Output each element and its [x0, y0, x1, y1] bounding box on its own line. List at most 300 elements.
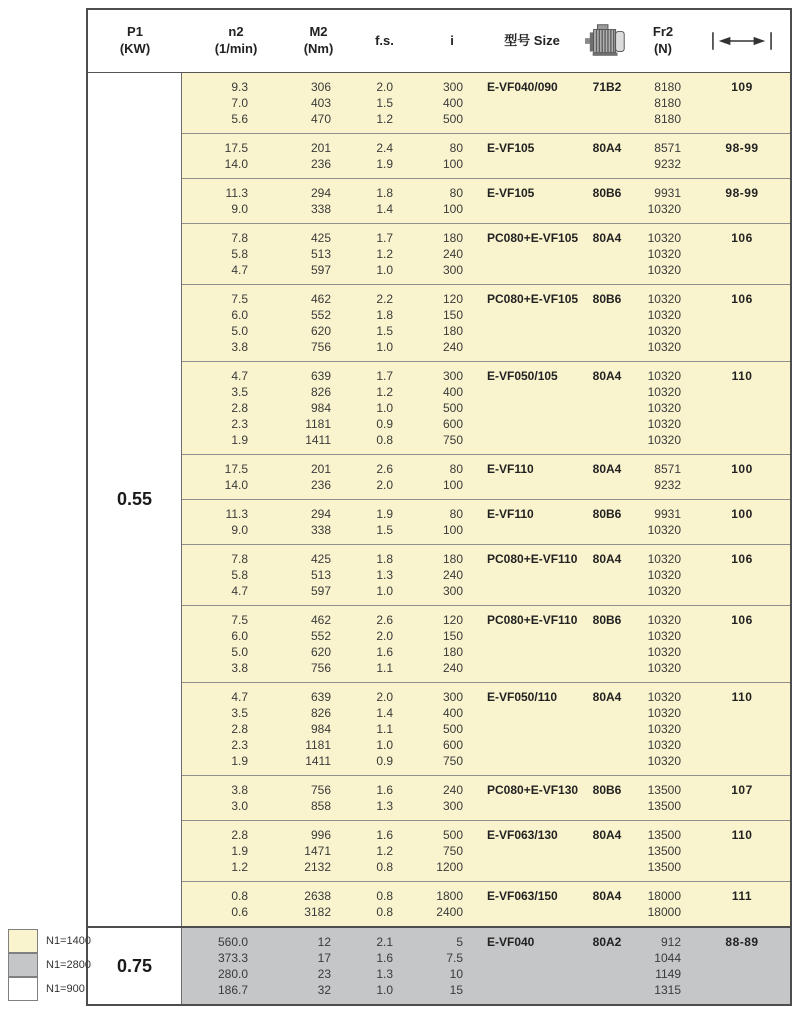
- size-cell: PC080+E-VF105: [487, 292, 579, 306]
- n2-cell: 14.0: [224, 157, 248, 171]
- n2-cell: 373.3: [217, 951, 248, 965]
- size-cell: [482, 644, 582, 660]
- m2-cell: 984: [310, 722, 331, 736]
- header-i-label: i: [450, 32, 454, 48]
- data-row: [182, 384, 790, 400]
- m2-cell: 1181: [305, 738, 331, 752]
- n2-cell: 5.0: [231, 324, 248, 338]
- page-ref-cell: [694, 628, 790, 644]
- n2-cell: 1.2: [231, 860, 248, 874]
- ratio-cell: 300: [442, 369, 463, 383]
- fr2-cell: 10320: [647, 706, 681, 720]
- size-cell: [482, 660, 582, 676]
- ratio-cell: 180: [442, 231, 463, 245]
- header-fr2-symbol: Fr2: [652, 24, 674, 40]
- ratio-cell: 5: [456, 935, 463, 949]
- data-row: [182, 522, 790, 538]
- m2-cell: 3182: [304, 905, 331, 919]
- fs-cell: 0.8: [376, 889, 393, 903]
- size-cell: E-VF050/105: [487, 369, 558, 383]
- n2-cell: 3.5: [231, 385, 248, 399]
- motor-frame-cell: [582, 522, 632, 538]
- dimension-range-icon: [694, 10, 790, 72]
- page-ref-cell: 110: [731, 690, 753, 704]
- fs-cell: 1.0: [376, 584, 393, 598]
- page-ref-cell: 100: [731, 507, 753, 521]
- data-row: [182, 368, 790, 384]
- page-ref-cell: [694, 339, 790, 355]
- n2-cell: 5.0: [231, 645, 248, 659]
- m2-cell: 470: [310, 112, 331, 126]
- header-fs: [347, 10, 422, 72]
- size-cell: [482, 307, 582, 323]
- motor-frame-cell: 80B6: [592, 507, 622, 521]
- fs-cell: 1.0: [376, 340, 393, 354]
- n2-cell: 9.0: [231, 202, 248, 216]
- n2-cell: 0.8: [231, 889, 248, 903]
- data-row: [182, 79, 790, 95]
- fs-cell: 1.4: [376, 706, 393, 720]
- ratio-cell: 300: [442, 584, 463, 598]
- fs-cell: 1.1: [376, 661, 393, 675]
- data-row: [182, 827, 790, 843]
- m2-cell: 756: [310, 340, 331, 354]
- data-row: [182, 416, 790, 432]
- size-cell: [482, 798, 582, 814]
- m2-cell: 858: [310, 799, 331, 813]
- motor-frame-cell: [582, 982, 632, 998]
- ratio-cell: 500: [442, 401, 463, 415]
- gear-block: [182, 454, 790, 499]
- motor-frame-cell: [582, 201, 632, 217]
- size-cell: [482, 904, 582, 920]
- m2-cell: 462: [310, 292, 331, 306]
- fr2-cell: 10320: [647, 308, 681, 322]
- page-ref-cell: 98-99: [725, 141, 759, 155]
- data-row: [182, 583, 790, 599]
- page-ref-cell: [694, 583, 790, 599]
- motor-frame-cell: [582, 95, 632, 111]
- data-row: [182, 689, 790, 705]
- ratio-cell: 100: [442, 478, 463, 492]
- data-row: [182, 291, 790, 307]
- data-row: [182, 262, 790, 278]
- header-data-columns: [182, 10, 790, 72]
- n2-cell: 3.8: [231, 340, 248, 354]
- m2-cell: 338: [310, 523, 331, 537]
- ratio-cell: 100: [442, 523, 463, 537]
- fr2-cell: 10320: [647, 629, 681, 643]
- page-ref-cell: [694, 416, 790, 432]
- page-ref-cell: [694, 660, 790, 676]
- data-area: [182, 73, 790, 926]
- m2-cell: 338: [310, 202, 331, 216]
- legend-swatch: [8, 953, 38, 977]
- power-section-055: [88, 73, 790, 926]
- page-ref-cell: [694, 950, 790, 966]
- gear-block: [182, 544, 790, 605]
- fr2-cell: 1044: [654, 951, 681, 965]
- n2-cell: 2.8: [231, 722, 248, 736]
- n2-cell: 3.5: [231, 706, 248, 720]
- header-i: [422, 10, 482, 72]
- n2-cell: 2.3: [231, 417, 248, 431]
- header-fr2-unit: (N): [653, 41, 673, 56]
- header-n2-symbol: n2: [228, 24, 244, 40]
- data-row: [182, 612, 790, 628]
- page-ref-cell: 106: [731, 552, 753, 566]
- fs-cell: 0.8: [376, 905, 393, 919]
- m2-cell: 306: [310, 80, 331, 94]
- size-cell: E-VF105: [487, 141, 535, 155]
- page-ref-cell: [694, 246, 790, 262]
- page-ref-cell: [694, 400, 790, 416]
- m2-cell: 513: [310, 568, 331, 582]
- m2-cell: 17: [317, 951, 331, 965]
- m2-cell: 201: [310, 462, 331, 476]
- m2-cell: 1471: [304, 844, 331, 858]
- data-row: [182, 185, 790, 201]
- page-ref-cell: [694, 432, 790, 448]
- n2-cell: 2.8: [231, 401, 248, 415]
- ratio-cell: 15: [449, 983, 463, 997]
- m2-cell: 2638: [304, 889, 331, 903]
- ratio-cell: 10: [449, 967, 463, 981]
- gear-block: [182, 133, 790, 178]
- motor-frame-cell: [582, 156, 632, 172]
- fs-cell: 2.0: [376, 478, 393, 492]
- m2-cell: 236: [310, 478, 331, 492]
- data-row: [182, 705, 790, 721]
- motor-frame-cell: [582, 583, 632, 599]
- page-ref-cell: [694, 384, 790, 400]
- ratio-cell: 240: [442, 661, 463, 675]
- size-cell: [482, 753, 582, 769]
- fr2-cell: 10320: [647, 584, 681, 598]
- table-body: [88, 73, 790, 1004]
- page-ref-cell: [694, 95, 790, 111]
- gear-block: [182, 178, 790, 223]
- ratio-cell: 400: [442, 96, 463, 110]
- fr2-cell: 13500: [647, 783, 681, 797]
- fs-cell: 1.9: [376, 157, 393, 171]
- n2-cell: 7.8: [231, 552, 248, 566]
- data-row: [182, 461, 790, 477]
- fr2-cell: 912: [660, 935, 681, 949]
- n2-cell: 14.0: [224, 478, 248, 492]
- ratio-cell: 750: [442, 433, 463, 447]
- gear-block: [182, 881, 790, 926]
- fs-cell: 1.5: [376, 96, 393, 110]
- n2-cell: 3.0: [231, 799, 248, 813]
- m2-cell: 996: [310, 828, 331, 842]
- fr2-cell: 13500: [647, 844, 681, 858]
- fs-cell: 1.7: [376, 369, 393, 383]
- legend-label: N1=900: [46, 983, 85, 995]
- table-header: [88, 10, 790, 73]
- data-row: [182, 966, 790, 982]
- page-ref-cell: [694, 567, 790, 583]
- size-cell: [482, 522, 582, 538]
- m2-cell: 462: [310, 613, 331, 627]
- size-cell: E-VF063/130: [487, 828, 558, 842]
- data-row: [182, 307, 790, 323]
- size-cell: [482, 262, 582, 278]
- n2-cell: 0.6: [231, 905, 248, 919]
- page-ref-cell: [694, 904, 790, 920]
- fs-cell: 1.3: [376, 799, 393, 813]
- n2-cell: 4.7: [231, 263, 248, 277]
- size-cell: [482, 705, 582, 721]
- fs-cell: 2.2: [376, 292, 393, 306]
- fr2-cell: 1149: [655, 967, 681, 981]
- m2-cell: 620: [310, 645, 331, 659]
- motor-frame-cell: [582, 798, 632, 814]
- fr2-cell: 10320: [647, 247, 681, 261]
- n2-cell: 4.7: [231, 369, 248, 383]
- header-m2-unit: (Nm): [303, 41, 334, 56]
- motor-frame-cell: [582, 246, 632, 262]
- fr2-cell: 1315: [654, 983, 681, 997]
- fs-cell: 0.9: [376, 417, 393, 431]
- size-cell: [482, 982, 582, 998]
- fs-cell: 1.6: [376, 783, 393, 797]
- data-row: [182, 323, 790, 339]
- ratio-cell: 400: [442, 706, 463, 720]
- ratio-cell: 80: [449, 462, 463, 476]
- motor-frame-cell: [582, 400, 632, 416]
- n2-cell: 5.8: [231, 568, 248, 582]
- fr2-cell: 10320: [647, 523, 681, 537]
- fs-cell: 1.6: [376, 951, 393, 965]
- n2-cell: 9.3: [231, 80, 248, 94]
- ratio-cell: 240: [442, 340, 463, 354]
- size-cell: [482, 966, 582, 982]
- data-row: [182, 140, 790, 156]
- m2-cell: 597: [310, 263, 331, 277]
- size-cell: [482, 567, 582, 583]
- page-ref-cell: [694, 753, 790, 769]
- ratio-cell: 180: [442, 324, 463, 338]
- ratio-cell: 240: [442, 568, 463, 582]
- m2-cell: 201: [310, 141, 331, 155]
- motor-frame-cell: [582, 339, 632, 355]
- data-row: [182, 551, 790, 567]
- fs-cell: 1.2: [376, 247, 393, 261]
- motor-frame-cell: 80A4: [592, 690, 622, 704]
- fs-cell: 2.6: [376, 462, 393, 476]
- motor-frame-cell: 80A4: [592, 231, 622, 245]
- m2-cell: 236: [310, 157, 331, 171]
- m2-cell: 620: [310, 324, 331, 338]
- size-cell: [482, 432, 582, 448]
- data-row: [182, 888, 790, 904]
- fr2-cell: 13500: [647, 799, 681, 813]
- page-ref-cell: [694, 721, 790, 737]
- header-n2-unit: (1/min): [214, 41, 258, 56]
- motor-frame-cell: [582, 705, 632, 721]
- n2-cell: 7.0: [231, 96, 248, 110]
- ratio-cell: 500: [442, 112, 463, 126]
- motor-frame-cell: 80A4: [592, 141, 622, 155]
- header-fs-label: f.s.: [375, 32, 394, 48]
- header-p1: [88, 10, 182, 72]
- size-cell: [482, 201, 582, 217]
- fr2-cell: 10320: [647, 324, 681, 338]
- header-p1-unit: (KW): [119, 41, 151, 56]
- data-row: [182, 400, 790, 416]
- n2-cell: 1.9: [231, 754, 248, 768]
- fr2-cell: 8180: [654, 112, 681, 126]
- fs-cell: 1.2: [376, 112, 393, 126]
- m2-cell: 639: [310, 369, 331, 383]
- data-row: [182, 798, 790, 814]
- page-ref-cell: [694, 737, 790, 753]
- motor-frame-cell: [582, 737, 632, 753]
- fs-cell: 1.7: [376, 231, 393, 245]
- legend-label: N1=1400: [46, 935, 91, 947]
- fs-cell: 0.9: [376, 754, 393, 768]
- n2-cell: 1.9: [231, 433, 248, 447]
- m2-cell: 756: [310, 783, 331, 797]
- data-row: [182, 737, 790, 753]
- ratio-cell: 1800: [436, 889, 463, 903]
- size-cell: [482, 400, 582, 416]
- ratio-cell: 120: [442, 292, 463, 306]
- fr2-cell: 10320: [647, 433, 681, 447]
- size-cell: E-VF040: [487, 935, 535, 949]
- ratio-cell: 80: [449, 186, 463, 200]
- page-ref-cell: [694, 201, 790, 217]
- ratio-cell: 80: [449, 141, 463, 155]
- data-row: [182, 477, 790, 493]
- fr2-cell: 8571: [654, 141, 681, 155]
- size-cell: [482, 950, 582, 966]
- page-ref-cell: 100: [731, 462, 753, 476]
- page-ref-cell: 111: [731, 889, 753, 903]
- header-fr2: [632, 10, 694, 72]
- fs-cell: 2.0: [376, 690, 393, 704]
- legend-swatch: [8, 977, 38, 1001]
- fr2-cell: 10320: [647, 738, 681, 752]
- ratio-cell: 600: [442, 738, 463, 752]
- fs-cell: 2.0: [376, 80, 393, 94]
- motor-frame-cell: [582, 262, 632, 278]
- fr2-cell: 10320: [647, 369, 681, 383]
- page-ref-cell: 109: [731, 80, 753, 94]
- n2-cell: 560.0: [217, 935, 248, 949]
- fs-cell: 1.0: [376, 983, 393, 997]
- fs-cell: 1.2: [376, 844, 393, 858]
- fs-cell: 0.8: [376, 860, 393, 874]
- n2-cell: 3.8: [231, 661, 248, 675]
- ratio-cell: 500: [442, 722, 463, 736]
- data-row: [182, 950, 790, 966]
- page-ref-cell: [694, 798, 790, 814]
- fs-cell: 2.6: [376, 613, 393, 627]
- gear-block: [182, 223, 790, 284]
- data-row: [182, 156, 790, 172]
- fr2-cell: 9232: [654, 157, 681, 171]
- size-cell: [482, 416, 582, 432]
- data-row: [182, 904, 790, 920]
- page-ref-cell: [694, 262, 790, 278]
- page-ref-cell: 110: [731, 828, 753, 842]
- page-ref-cell: [694, 843, 790, 859]
- size-cell: [482, 628, 582, 644]
- gear-block: [182, 499, 790, 544]
- fr2-cell: 9931: [654, 507, 681, 521]
- page-ref-cell: 88-89: [725, 935, 759, 949]
- motor-frame-cell: 80A2: [592, 935, 622, 949]
- motor-frame-cell: 80A4: [592, 889, 622, 903]
- fr2-cell: 18000: [647, 889, 681, 903]
- size-cell: [482, 111, 582, 127]
- m2-cell: 1411: [305, 754, 331, 768]
- fs-cell: 1.2: [376, 385, 393, 399]
- m2-cell: 23: [317, 967, 331, 981]
- motor-frame-cell: [582, 432, 632, 448]
- fr2-cell: 10320: [647, 754, 681, 768]
- fr2-cell: 8180: [654, 96, 681, 110]
- data-row: [182, 721, 790, 737]
- size-cell: [482, 721, 582, 737]
- ratio-cell: 500: [442, 828, 463, 842]
- data-row: [182, 644, 790, 660]
- legend-item: [8, 953, 91, 977]
- data-row: [182, 230, 790, 246]
- size-cell: PC080+E-VF110: [487, 613, 578, 627]
- n1-legend: [8, 929, 91, 1001]
- fr2-cell: 13500: [647, 860, 681, 874]
- header-size: [482, 10, 582, 72]
- size-cell: PC080+E-VF105: [487, 231, 579, 245]
- fr2-cell: 10320: [647, 401, 681, 415]
- motor-frame-cell: [582, 859, 632, 875]
- motor-frame-cell: [582, 307, 632, 323]
- n2-cell: 11.3: [225, 507, 248, 521]
- data-row: [182, 95, 790, 111]
- page-ref-cell: 106: [731, 613, 753, 627]
- motor-frame-cell: 80A4: [592, 552, 622, 566]
- data-row: [182, 782, 790, 798]
- fs-cell: 1.0: [376, 401, 393, 415]
- data-row: [182, 859, 790, 875]
- motor-frame-cell: [582, 384, 632, 400]
- m2-cell: 826: [310, 385, 331, 399]
- fr2-cell: 13500: [647, 828, 681, 842]
- m2-cell: 294: [310, 507, 331, 521]
- size-cell: [482, 843, 582, 859]
- fs-cell: 1.8: [376, 186, 393, 200]
- legend-item: [8, 929, 91, 953]
- motor-frame-cell: [582, 950, 632, 966]
- ratio-cell: 100: [442, 202, 463, 216]
- ratio-cell: 750: [442, 754, 463, 768]
- header-p1-symbol: P1: [127, 24, 143, 40]
- gear-block: [182, 605, 790, 682]
- fr2-cell: 10320: [647, 292, 681, 306]
- motor-frame-cell: [582, 644, 632, 660]
- motor-icon-svg: [585, 23, 629, 59]
- fs-cell: 1.9: [376, 507, 393, 521]
- fr2-cell: 10320: [647, 552, 681, 566]
- fs-cell: 1.6: [376, 828, 393, 842]
- n2-cell: 4.7: [231, 690, 248, 704]
- fs-cell: 2.0: [376, 629, 393, 643]
- n2-cell: 1.9: [231, 844, 248, 858]
- size-cell: E-VF105: [487, 186, 535, 200]
